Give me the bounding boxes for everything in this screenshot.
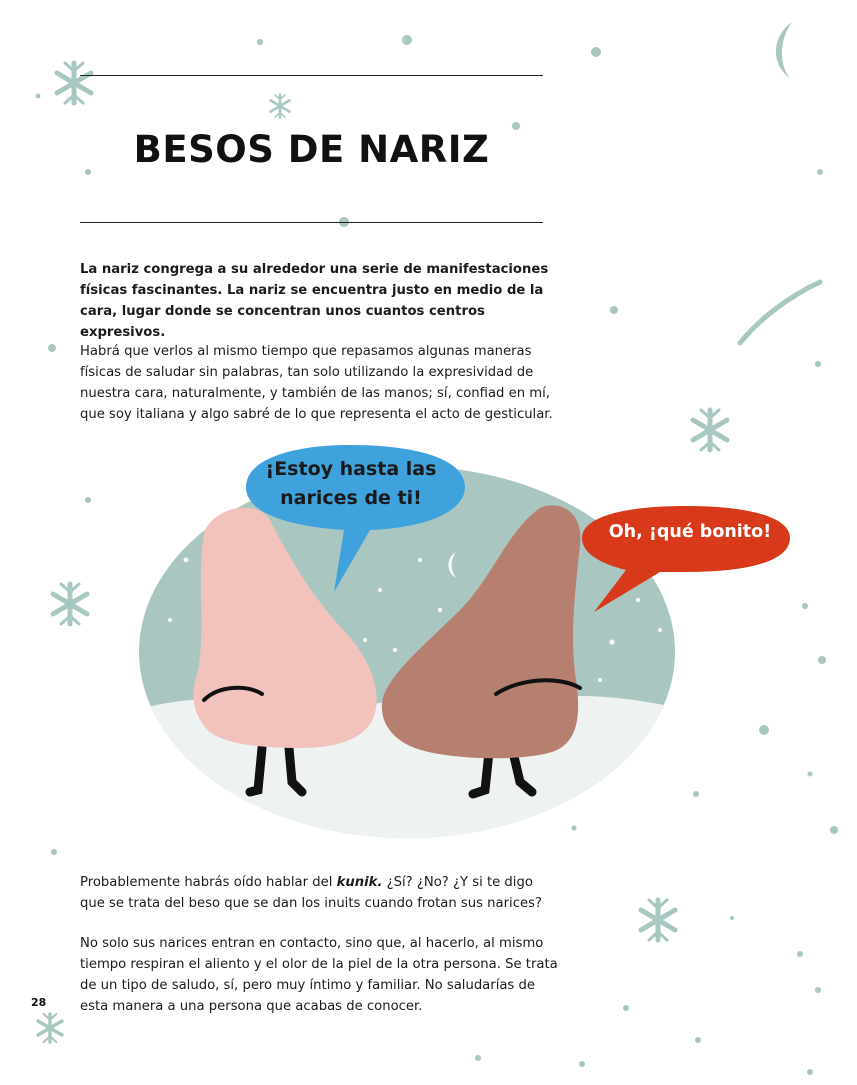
body-paragraph-2 — [80, 872, 560, 914]
intro-paragraph: La nariz congrega a su alrededor una serie de manifestaciones físicas fascinantes. La nariz se encuentra justo en medio de la cara, lugar donde se concentran unos cuantos centros expresivos. — [80, 262, 549, 340]
paragraph-2-start: Probablemente habrás oído hablar del — [80, 875, 337, 890]
kunik-term: kunik. — [336, 875, 383, 890]
paragraph-2-end: ¿Sí? ¿No? ¿Y si te digo que se trata del beso que se dan los inuits cuando frotan sus narices? — [80, 875, 542, 911]
body-paragraph-1: Habrá que verlos al mismo tiempo que repasamos algunas maneras físicas de saludar sin palabras, tan solo utilizando la expresividad de nuestra cara, naturalmente, y también de las manos; sí, confiad en mí, que soy italiana y algo sabré de lo que representa el acto de gesticular. — [80, 344, 553, 422]
page-title: BESOS DE NARIZ — [133, 128, 490, 171]
body-paragraph-3: No solo sus narices entran en contacto, sino que, al hacerlo, al mismo tiempo respiran el aliento y el olor de la piel de la otra persona. Se trata de un tipo de saludo, sí, pero muy íntimo y familiar. No saludarías de esta manera a una persona que acabas de conocer. — [80, 936, 558, 1014]
page-number: 28 — [31, 996, 47, 1009]
left-bubble-text: ¡Estoy hasta las narices de ti! — [265, 458, 437, 509]
right-bubble-text: Oh, ¡qué bonito! — [608, 522, 772, 542]
